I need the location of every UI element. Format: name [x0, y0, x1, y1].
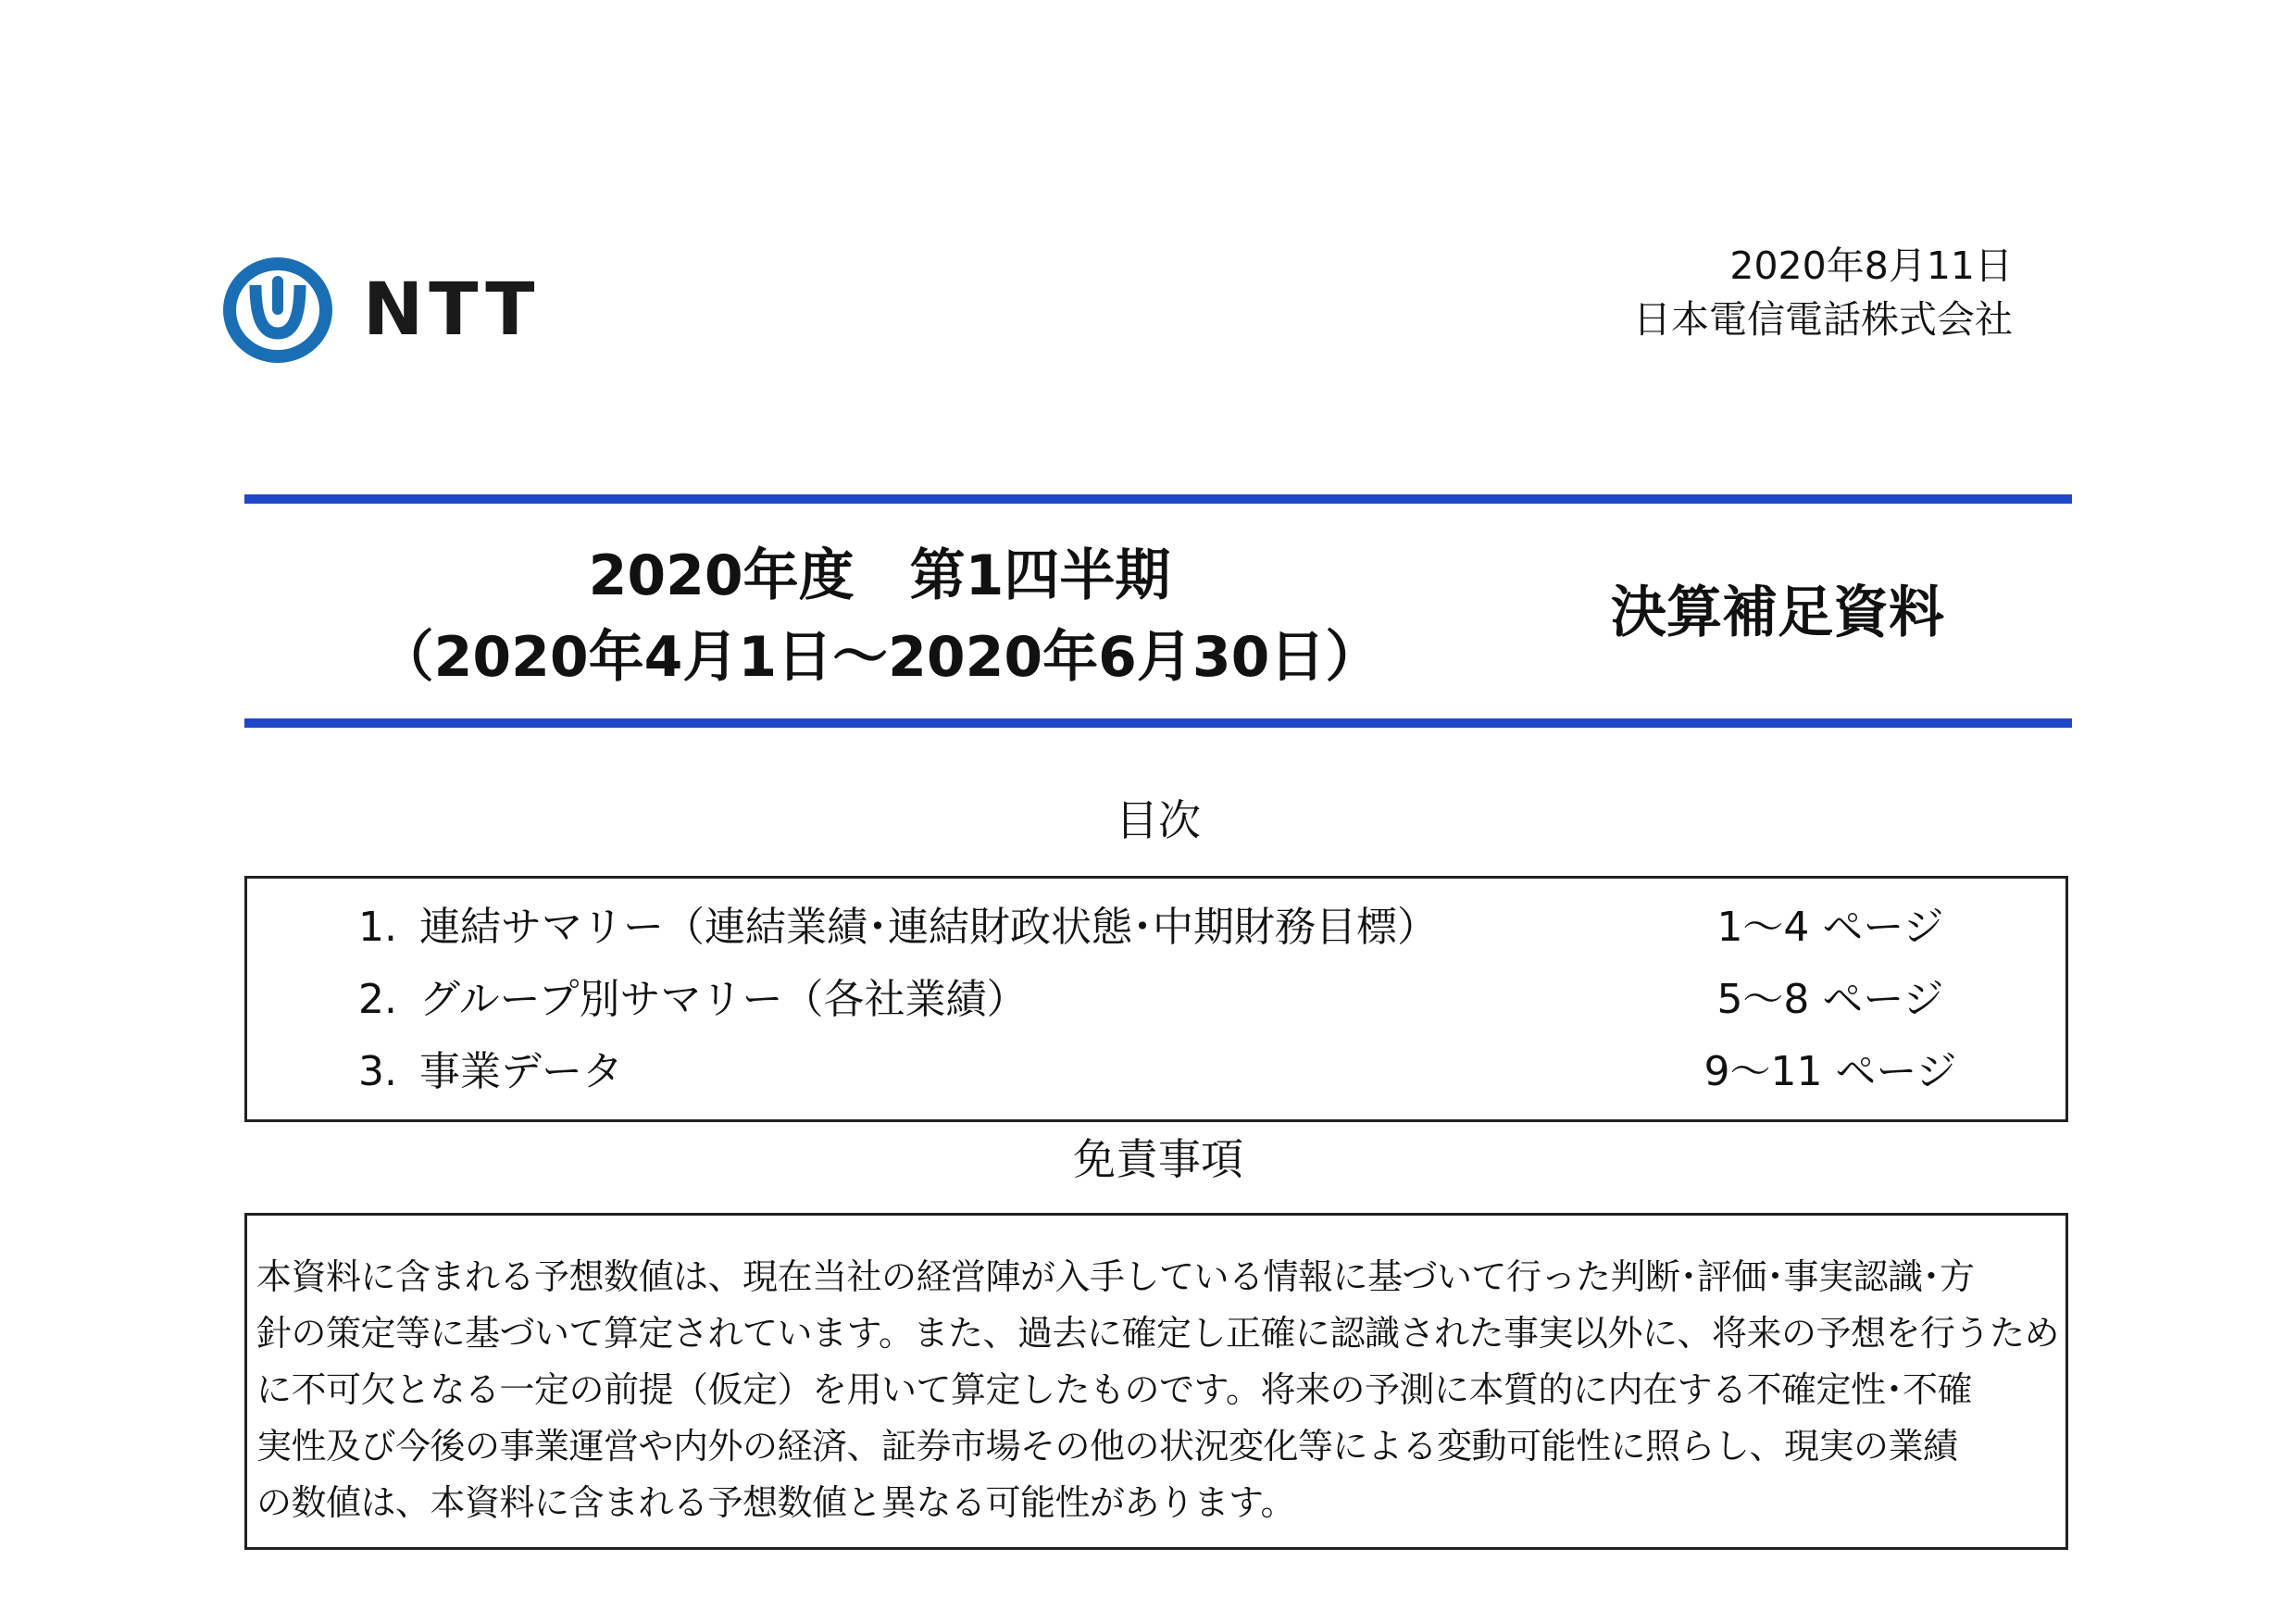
toc-item-pages: 5～8 ページ: [1716, 976, 1944, 1023]
title-bottom-rule: [244, 718, 2072, 728]
toc-box: [244, 876, 2068, 1122]
toc-item-number: 1.: [358, 904, 397, 951]
toc-item-title: 事業データ: [419, 1048, 623, 1095]
disclaimer-body: [256, 1249, 2059, 1531]
date-range-line: （2020年4月1日～2020年6月30日）: [378, 625, 1381, 690]
toc-item-number: 2.: [358, 976, 397, 1023]
logo-wordmark: NTT: [363, 268, 541, 352]
disclaimer-line: に不可欠となる一定の前提（仮定）を用いて算定したものです。将来の予測に本質的に内在する不確定性･不確: [256, 1369, 1972, 1410]
toc-item[interactable]: [358, 895, 1951, 960]
document-type-title: 決算補足資料: [1611, 581, 1944, 645]
toc-item-title: グループ別サマリー（各社業績）: [419, 976, 1028, 1023]
fiscal-period-line: 2020年度 第1四半期: [588, 543, 1171, 608]
ntt-logo: [222, 257, 540, 363]
title-top-rule: [244, 494, 2072, 504]
toc-item[interactable]: [358, 1040, 1957, 1105]
toc-item-pages: 9～11 ページ: [1703, 1048, 1957, 1095]
toc-item-title: 連結サマリー（連結業績･連結財政状態･中期財務目標）: [419, 904, 1438, 951]
issuer-block: [1633, 239, 2013, 346]
disclaimer-line: 実性及び今後の事業運営や内外の経済、証券市場その他の状況変化等による変動可能性に照らし、現実の業績: [256, 1426, 1958, 1467]
issue-date: 2020年8月11日: [1729, 243, 2013, 288]
disclaimer-box: [244, 1213, 2068, 1550]
disclaimer-heading: 免責事項: [1073, 1134, 1243, 1184]
report-period-title: [352, 535, 1407, 698]
disclaimer-line: の数値は、本資料に含まれる予想数値と異なる可能性があります。: [256, 1482, 1295, 1523]
company-name: 日本電信電話株式会社: [1633, 297, 2013, 342]
ntt-logo-icon: [222, 257, 333, 363]
toc-heading: 目次: [1116, 795, 1201, 845]
disclaimer-line: 本資料に含まれる予想数値は、現在当社の経営陣が入手している情報に基づいて行った判断･評価･事実認識･方: [256, 1256, 1975, 1297]
disclaimer-line: 針の策定等に基づいて算定されています。また、過去に確定し正確に認識された事実以外に、将来の予想を行うため: [256, 1313, 2059, 1354]
toc-item-pages: 1～4 ページ: [1716, 904, 1944, 951]
toc-item[interactable]: [358, 968, 1951, 1032]
toc-item-number: 3.: [358, 1048, 397, 1095]
